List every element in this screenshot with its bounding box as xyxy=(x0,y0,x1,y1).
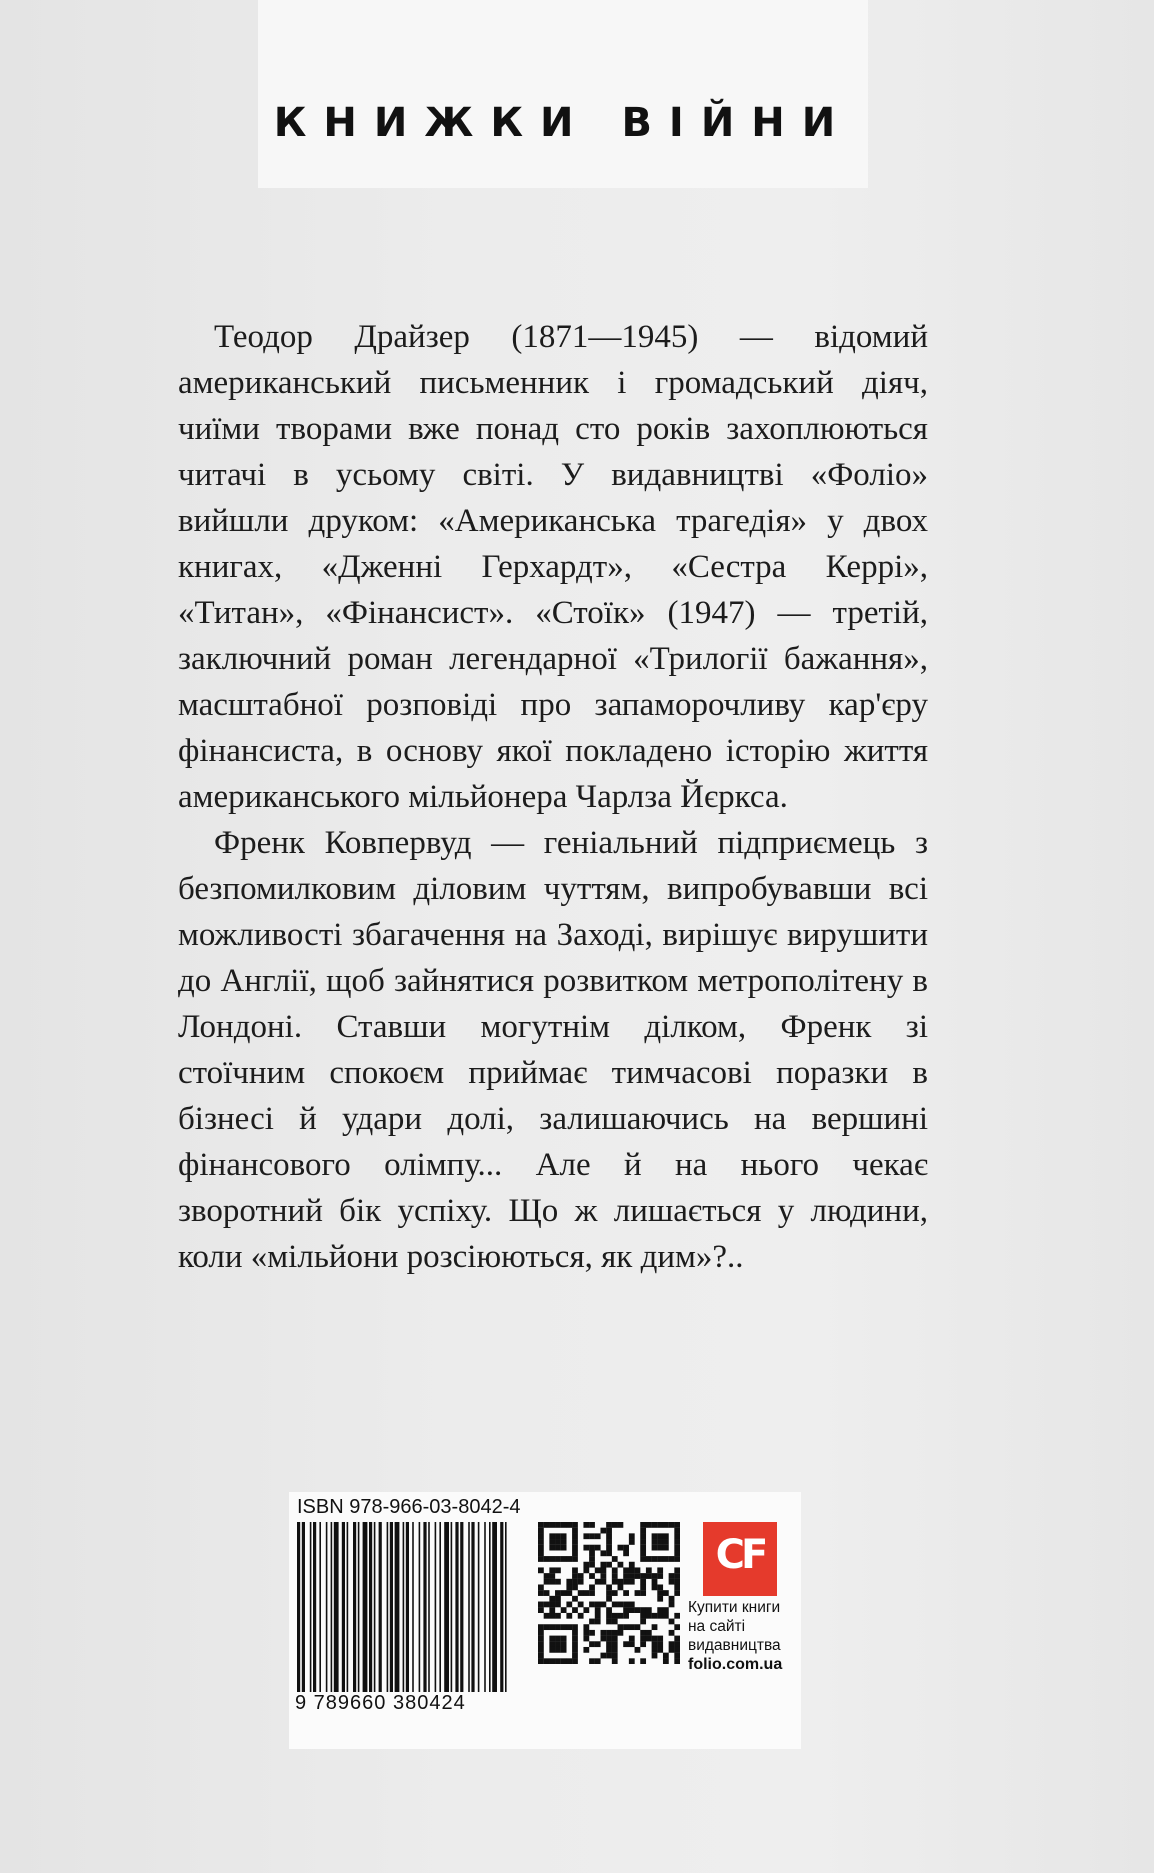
promo-line-2: на сайті xyxy=(688,1618,746,1635)
isbn-label: ISBN 978-966-03-8042-4 xyxy=(297,1496,521,1518)
publisher-logo xyxy=(703,1522,777,1596)
promo-line-1: Купити книги xyxy=(688,1599,781,1616)
promo-line-3: видавництва xyxy=(688,1637,781,1654)
publisher-logo-text: CF xyxy=(715,1532,765,1578)
series-header xyxy=(258,0,868,188)
publisher-site-link[interactable]: folio.com.ua xyxy=(688,1656,783,1673)
publisher-promo xyxy=(688,1598,800,1674)
qr-code-icon xyxy=(538,1522,680,1664)
blurb-paragraph-plot: Френк Ковпервуд — геніальний підприємець з безпомилковим діловим чуттям, випробувавши всі можливості збагачення на Заході, вирішує вирушити до Англії, щоб зайнятися розвитком метрополітену в Лондоні. Ставши могутнім ділком, Френк зі стоїчним спокоєм приймає тимчасові поразки в бізнесі й удари долі, залишаючись на вершині фінансового олімпу... Але й на нього чекає зворотний бік успіху. Що ж лишається у людини, коли «мільйони розсіюються, як дим»?.. xyxy=(178,825,928,1275)
blurb-paragraph-author: Теодор Драйзер (1871—1945) — відомий американський письменник і громадський діяч, чиїми творами вже понад сто років захоплюються читачі в усьому світі. У видавництві «Фоліо» вийшли друком: «Американська трагедія» у двох книгах, «Дженні Герхардт», «Сестра Керрі», «Титан», «Фінансист». «Стоїк» (1947) — третій, заключний роман легендарної «Трилогії бажання», масштабної розповіді про запаморочливу кар'єру фінансиста, в основу якої покладено історію життя американського мільйонера Чарлза Йєркса. xyxy=(178,319,928,815)
series-title: КНИЖКИ ВІЙНИ xyxy=(273,100,853,146)
ean-digits: 9 789660 380424 xyxy=(295,1692,515,1715)
barcode-panel xyxy=(289,1492,801,1749)
book-blurb xyxy=(178,314,928,1280)
barcode-image xyxy=(295,1522,515,1717)
